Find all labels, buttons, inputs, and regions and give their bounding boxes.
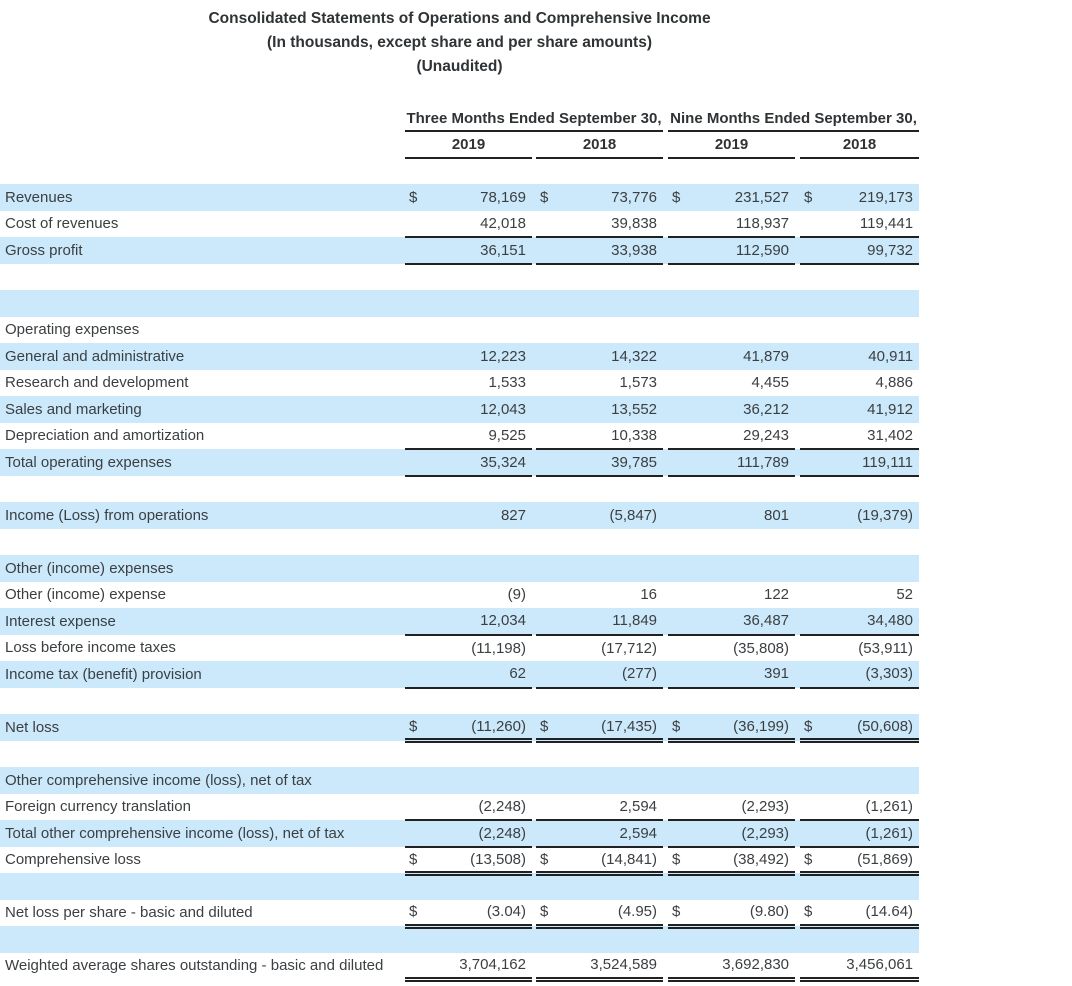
statement-title: Consolidated Statements of Operations and Comprehensive Income: [208, 10, 711, 27]
cell-value: [405, 714, 532, 741]
cell-value: [668, 953, 795, 980]
amount-value: 40,911: [868, 347, 914, 365]
row-label: Net loss: [0, 714, 405, 741]
amount-value: 3,524,589: [590, 956, 658, 973]
cell-value: [536, 290, 663, 317]
cell-value: [405, 423, 532, 450]
amount-value: 34,480: [867, 612, 914, 630]
cell-value: [800, 847, 919, 874]
amount-value: 219,173: [858, 188, 914, 206]
cell-value: [800, 661, 919, 688]
table-row: [0, 847, 919, 874]
cell-value: [536, 396, 663, 423]
amount-value: (51,869): [857, 850, 914, 868]
row-label: [0, 926, 405, 953]
cell-value: [405, 926, 532, 953]
amount-value: 119,441: [859, 214, 914, 232]
row-label: [0, 529, 405, 556]
amount-value: 119,111: [862, 453, 914, 471]
row-label: Depreciation and amortization: [5, 427, 205, 445]
amount-value: 4,886: [875, 374, 914, 392]
cell-value: [668, 237, 795, 264]
amount-value: (38,492): [733, 850, 790, 868]
cell-value: [800, 184, 919, 211]
amount-value: 3,692,830: [722, 956, 790, 973]
cell-value: [536, 449, 663, 476]
amount-value: (2,248): [478, 797, 526, 815]
row-label: Income tax (benefit) provision: [0, 661, 405, 688]
dollar-sign: $: [672, 717, 681, 735]
spacer-row: [0, 873, 919, 900]
cell-value: [405, 370, 532, 397]
dollar-sign: $: [409, 850, 418, 868]
row-label: Total operating expenses: [0, 449, 405, 476]
cell-value: [536, 767, 663, 794]
amount-value: (53,911): [858, 639, 914, 657]
amount-value: 35,324: [480, 453, 526, 471]
cell-value: [800, 820, 919, 847]
cell-value: [800, 423, 919, 450]
amount-value: (11,260): [471, 717, 526, 735]
cell-value: [405, 847, 532, 874]
cell-value: [668, 714, 795, 741]
year-header-3mo-2018: 2018: [536, 131, 663, 158]
cell-value: [668, 794, 795, 821]
table-row: [0, 502, 919, 529]
row-label: Interest expense: [0, 608, 405, 635]
cell-value: [405, 396, 532, 423]
cell-value: [800, 635, 919, 662]
amount-value: (13,508): [470, 850, 526, 868]
cell-value: [536, 343, 663, 370]
amount-value: (4.95): [617, 903, 658, 920]
cell-value: [800, 317, 919, 344]
dollar-sign: $: [804, 903, 813, 920]
amount-value: 14,322: [611, 347, 658, 365]
row-label: Other (income) expense: [5, 586, 166, 604]
amount-value: 11,849: [612, 612, 658, 630]
cell-value: [536, 847, 663, 874]
cell-value: [536, 714, 663, 741]
table-row: [0, 370, 919, 397]
amount-value: 391: [763, 665, 790, 683]
cell-value: [668, 900, 795, 927]
cell-value: [668, 449, 795, 476]
cell-value: [668, 741, 795, 768]
cell-value: [405, 317, 532, 344]
cell-value: [405, 953, 532, 980]
spacer-row: [0, 926, 919, 953]
cell-value: [668, 926, 795, 953]
statement-subtitle: (In thousands, except share and per share amounts): [266, 34, 652, 51]
statement-title-block: [0, 0, 919, 79]
amount-value: 10,338: [611, 426, 658, 444]
header-label-spacer: [0, 104, 405, 131]
table-row: [0, 343, 919, 370]
amount-value: 31,402: [867, 426, 914, 444]
dollar-sign: $: [540, 717, 549, 735]
dollar-sign: $: [804, 850, 813, 868]
cell-value: [536, 370, 663, 397]
spacer-row: [0, 264, 919, 291]
row-label: Operating expenses: [5, 321, 140, 339]
amount-value: (1,261): [865, 824, 914, 842]
dollar-sign: $: [540, 903, 549, 920]
amount-value: 73,776: [611, 188, 658, 206]
amount-value: 13,552: [611, 400, 658, 418]
cell-value: [668, 608, 795, 635]
table-row: [0, 794, 919, 821]
dollar-sign: $: [672, 188, 681, 206]
amount-value: (50,608): [857, 717, 914, 735]
cell-value: [405, 582, 532, 609]
cell-value: [668, 529, 795, 556]
cell-value: [800, 290, 919, 317]
amount-value: 1,573: [619, 374, 658, 392]
header-spacer-row: [0, 158, 919, 184]
cell-value: [800, 529, 919, 556]
amount-value: 62: [509, 665, 526, 683]
year-header-row: [0, 131, 919, 158]
amount-value: 2,594: [619, 797, 658, 815]
row-label: Other comprehensive income (loss), net of tax: [0, 767, 405, 794]
cell-value: [536, 820, 663, 847]
row-label: Comprehensive loss: [5, 851, 141, 869]
table-row: [0, 714, 919, 741]
cell-value: [536, 184, 663, 211]
amount-value: 801: [763, 506, 790, 524]
cell-value: [405, 343, 532, 370]
table-row: [0, 900, 919, 927]
dollar-sign: $: [540, 188, 549, 206]
year-header-9mo-2019: 2019: [668, 131, 795, 158]
cell-value: [405, 767, 532, 794]
cell-value: [668, 211, 795, 238]
dollar-sign: $: [672, 903, 681, 920]
statement-unaudited-note: (Unaudited): [416, 58, 503, 75]
table-row: [0, 555, 919, 582]
cell-value: [536, 661, 663, 688]
nine-months-group-header: Nine Months Ended September 30,: [668, 104, 919, 131]
cell-value: [800, 476, 919, 503]
amount-value: (36,199): [733, 717, 790, 735]
cell-value: [800, 714, 919, 741]
table-row: [0, 767, 919, 794]
amount-value: 36,487: [743, 612, 790, 630]
dollar-sign: $: [804, 717, 813, 735]
cell-value: [800, 608, 919, 635]
header-spacer-cell: [0, 158, 919, 184]
amount-value: 12,043: [480, 400, 526, 418]
spacer-row: [0, 688, 919, 715]
amount-value: 39,785: [611, 453, 658, 471]
amount-value: 111,789: [737, 453, 790, 471]
cell-value: [668, 555, 795, 582]
amount-value: 118,937: [735, 214, 790, 232]
cell-value: [668, 661, 795, 688]
cell-value: [668, 264, 795, 291]
cell-value: [405, 449, 532, 476]
amount-value: 2,594: [619, 824, 658, 842]
amount-value: 12,034: [480, 612, 526, 630]
cell-value: [800, 582, 919, 609]
row-label: Sales and marketing: [0, 396, 405, 423]
spacer-row: [0, 741, 919, 768]
cell-value: [800, 396, 919, 423]
cell-value: [800, 555, 919, 582]
amount-value: 112,590: [735, 241, 790, 259]
table-row: [0, 608, 919, 635]
table-row: [0, 423, 919, 450]
cell-value: [536, 237, 663, 264]
cell-value: [405, 661, 532, 688]
amount-value: 99,732: [867, 241, 914, 259]
row-label: [0, 290, 405, 317]
cell-value: [668, 820, 795, 847]
amount-value: (2,293): [741, 824, 790, 842]
operations-statement-table: [0, 104, 919, 982]
amount-value: (9.80): [749, 903, 790, 920]
cell-value: [536, 873, 663, 900]
year-header-3mo-2019: 2019: [405, 131, 532, 158]
cell-value: [668, 635, 795, 662]
cell-value: [536, 900, 663, 927]
row-label: General and administrative: [0, 343, 405, 370]
cell-value: [405, 290, 532, 317]
table-row: [0, 661, 919, 688]
cell-value: [800, 211, 919, 238]
cell-value: [405, 873, 532, 900]
cell-value: [405, 529, 532, 556]
amount-value: (1,261): [865, 797, 914, 815]
cell-value: [800, 343, 919, 370]
amount-value: (3.04): [486, 903, 526, 920]
cell-value: [405, 237, 532, 264]
cell-value: [800, 237, 919, 264]
amount-value: 3,456,061: [846, 956, 914, 973]
amount-value: 9,525: [488, 426, 526, 444]
cell-value: [405, 264, 532, 291]
amount-value: (14.64): [865, 903, 914, 920]
cell-value: [668, 873, 795, 900]
amount-value: 4,455: [751, 374, 790, 392]
cell-value: [536, 635, 663, 662]
cell-value: [800, 502, 919, 529]
amount-value: (11,198): [471, 639, 526, 657]
dollar-sign: $: [804, 188, 813, 206]
table-row: [0, 211, 919, 238]
row-label: Gross profit: [0, 237, 405, 264]
cell-value: [405, 794, 532, 821]
amount-value: (17,435): [601, 717, 658, 735]
cell-value: [536, 608, 663, 635]
amount-value: 231,527: [734, 188, 790, 206]
amount-value: 41,912: [867, 400, 914, 418]
row-label: Net loss per share - basic and diluted: [5, 904, 253, 922]
row-label: Other (income) expenses: [0, 555, 405, 582]
cell-value: [800, 449, 919, 476]
cell-value: [800, 767, 919, 794]
amount-value: (3,303): [865, 665, 914, 683]
cell-value: [800, 873, 919, 900]
cell-value: [405, 502, 532, 529]
row-label: Research and development: [5, 374, 189, 392]
row-label: [0, 476, 405, 503]
cell-value: [536, 953, 663, 980]
cell-value: [536, 476, 663, 503]
row-label: Loss before income taxes: [5, 639, 176, 657]
amount-value: 78,169: [480, 188, 526, 206]
amount-value: 36,212: [743, 400, 790, 418]
amount-value: 16: [640, 586, 658, 604]
table-row: [0, 953, 919, 980]
dollar-sign: $: [409, 188, 418, 206]
dollar-sign: $: [540, 850, 549, 868]
amount-value: 33,938: [611, 241, 658, 259]
cell-value: [668, 767, 795, 794]
amount-value: (17,712): [601, 639, 658, 657]
cell-value: [536, 423, 663, 450]
period-group-header-row: [0, 104, 919, 131]
dollar-sign: $: [409, 717, 418, 735]
dollar-sign: $: [672, 850, 681, 868]
cell-value: [668, 476, 795, 503]
amount-value: (277): [621, 665, 658, 683]
amount-value: 3,704,162: [459, 956, 526, 973]
year-header-9mo-2018: 2018: [800, 131, 919, 158]
cell-value: [536, 794, 663, 821]
table-row: [0, 635, 919, 662]
cell-value: [536, 688, 663, 715]
cell-value: [536, 741, 663, 768]
spacer-row: [0, 476, 919, 503]
cell-value: [405, 688, 532, 715]
cell-value: [405, 211, 532, 238]
row-label: [0, 264, 405, 291]
cell-value: [405, 820, 532, 847]
amount-value: 122: [763, 586, 790, 604]
table-row: [0, 237, 919, 264]
table-row: [0, 820, 919, 847]
table-body: [0, 184, 919, 979]
dollar-sign: $: [409, 903, 418, 920]
cell-value: [405, 900, 532, 927]
cell-value: [800, 953, 919, 980]
cell-value: [668, 847, 795, 874]
amount-value: 39,838: [611, 214, 658, 232]
cell-value: [668, 582, 795, 609]
row-label: Total other comprehensive income (loss), net of tax: [0, 820, 405, 847]
cell-value: [405, 608, 532, 635]
cell-value: [800, 264, 919, 291]
amount-value: 41,879: [743, 347, 790, 365]
amount-value: (2,248): [478, 824, 526, 842]
cell-value: [668, 290, 795, 317]
cell-value: [536, 502, 663, 529]
cell-value: [668, 317, 795, 344]
amount-value: (35,808): [733, 639, 790, 657]
cell-value: [800, 926, 919, 953]
cell-value: [800, 741, 919, 768]
table-row: [0, 184, 919, 211]
cell-value: [405, 184, 532, 211]
cell-value: [405, 555, 532, 582]
cell-value: [405, 741, 532, 768]
amount-value: 29,243: [743, 426, 790, 444]
row-label: [0, 741, 405, 768]
cell-value: [668, 370, 795, 397]
amount-value: 42,018: [480, 214, 526, 232]
amount-value: (2,293): [741, 797, 790, 815]
cell-value: [668, 502, 795, 529]
spacer-row: [0, 529, 919, 556]
amount-value: 827: [500, 506, 526, 524]
cell-value: [536, 926, 663, 953]
amount-value: 12,223: [480, 347, 526, 365]
table-row: [0, 317, 919, 344]
cell-value: [668, 184, 795, 211]
spacer-row: [0, 290, 919, 317]
cell-value: [668, 396, 795, 423]
row-label: [0, 688, 405, 715]
amount-value: (19,379): [857, 506, 914, 524]
row-label: Income (Loss) from operations: [0, 502, 405, 529]
cell-value: [800, 370, 919, 397]
cell-value: [536, 317, 663, 344]
amount-value: 52: [896, 586, 914, 604]
row-label: [0, 873, 405, 900]
cell-value: [405, 635, 532, 662]
cell-value: [536, 555, 663, 582]
cell-value: [405, 476, 532, 503]
row-label: Cost of revenues: [5, 215, 119, 233]
three-months-group-header: Three Months Ended September 30,: [405, 104, 663, 131]
table-row: [0, 449, 919, 476]
row-label: Weighted average shares outstanding - basic and diluted: [5, 957, 384, 975]
cell-value: [668, 688, 795, 715]
cell-value: [668, 423, 795, 450]
cell-value: [536, 264, 663, 291]
header-label-spacer: [0, 131, 405, 158]
cell-value: [800, 900, 919, 927]
cell-value: [800, 688, 919, 715]
amount-value: (5,847): [609, 506, 658, 524]
table-row: [0, 396, 919, 423]
row-label: Foreign currency translation: [5, 798, 191, 816]
row-label: Revenues: [0, 184, 405, 211]
amount-value: (9): [507, 586, 526, 604]
table-row: [0, 582, 919, 609]
cell-value: [668, 343, 795, 370]
amount-value: 1,533: [488, 374, 526, 392]
cell-value: [536, 582, 663, 609]
amount-value: (14,841): [601, 850, 658, 868]
table-header: [0, 104, 919, 184]
amount-value: 36,151: [480, 241, 526, 259]
cell-value: [800, 794, 919, 821]
cell-value: [536, 529, 663, 556]
cell-value: [536, 211, 663, 238]
